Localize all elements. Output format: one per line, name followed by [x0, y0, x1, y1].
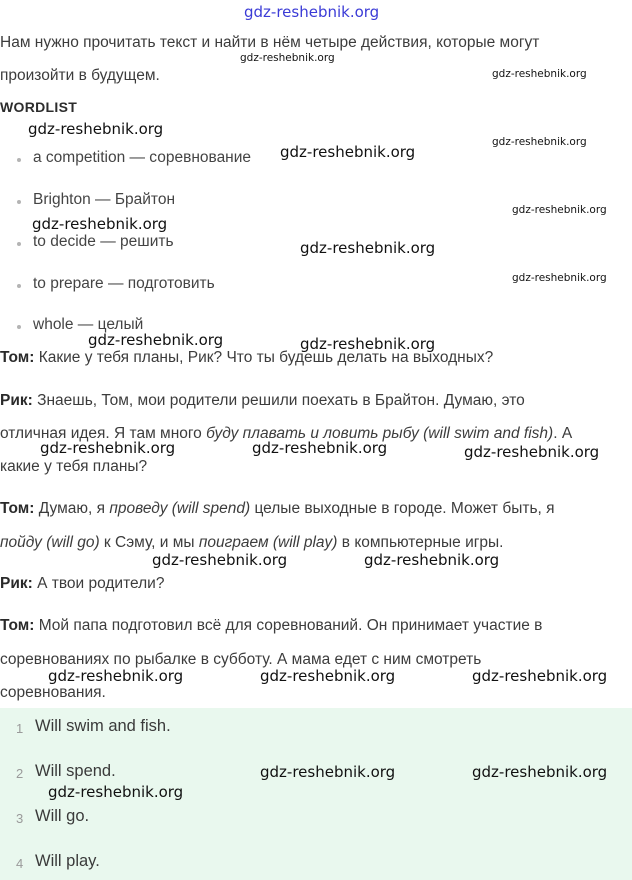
- watermark: gdz-reshebnik.org: [88, 331, 224, 349]
- answer-number: 2: [16, 766, 24, 781]
- watermark: gdz-reshebnik.org: [252, 439, 388, 457]
- speaker-tom: Том:: [0, 617, 35, 634]
- bullet: [17, 284, 21, 288]
- wordlist-item: whole — целый: [33, 316, 144, 333]
- watermark: gdz-reshebnik.org: [240, 52, 335, 64]
- answer-number: 1: [16, 721, 24, 736]
- bullet: [17, 242, 21, 246]
- dialogue-line: какие у тебя планы?: [0, 458, 148, 475]
- watermark: gdz-reshebnik.org: [40, 439, 176, 457]
- watermark: gdz-reshebnik.org: [472, 667, 608, 685]
- watermark: gdz-reshebnik.org: [464, 443, 600, 461]
- dialogue-line: Рик: Знаешь, Том, мои родители решили поехать в Брайтон. Думаю, это: [0, 392, 525, 409]
- future-action: проведу (will spend): [109, 500, 251, 517]
- dialogue-line: соревнования.: [0, 684, 106, 701]
- watermark: gdz-reshebnik.org: [48, 667, 184, 685]
- watermark: gdz-reshebnik.org: [472, 763, 608, 781]
- watermark: gdz-reshebnik.org: [28, 120, 164, 138]
- dialogue-line: Том: Какие у тебя планы, Рик? Что ты будешь делать на выходных?: [0, 349, 494, 366]
- wordlist-item: to prepare — подготовить: [33, 275, 215, 292]
- answer-number: 3: [16, 811, 24, 826]
- speaker-rick: Рик:: [0, 392, 33, 409]
- answer-number: 4: [16, 856, 24, 871]
- watermark: gdz-reshebnik.org: [512, 204, 607, 216]
- dialogue-line: Том: Думаю, я проведу (will spend) целые выходные в городе. Может быть, я: [0, 500, 555, 517]
- bullet: [17, 158, 21, 162]
- future-action: пойду (will go): [0, 534, 100, 551]
- wordlist-heading: WORDLIST: [0, 99, 78, 115]
- wordlist-item: to decide — решить: [33, 233, 174, 250]
- watermark: gdz-reshebnik.org: [300, 335, 436, 353]
- dialogue-line: соревнованиях по рыбалке в субботу. А мама едет с ним смотреть: [0, 651, 482, 668]
- dialogue-line: отличная идея. Я там много буду плавать и ловить рыбу (will swim and fish). А: [0, 425, 573, 442]
- watermark: gdz-reshebnik.org: [492, 68, 587, 80]
- watermark: gdz-reshebnik.org: [280, 143, 416, 161]
- watermark-top: gdz-reshebnik.org: [244, 3, 380, 21]
- speaker-rick: Рик:: [0, 575, 33, 592]
- speaker-tom: Том:: [0, 349, 35, 366]
- watermark: gdz-reshebnik.org: [512, 272, 607, 284]
- answer-text: Will swim and fish.: [35, 717, 171, 735]
- bullet: [17, 200, 21, 204]
- intro-line-1: Нам нужно прочитать текст и найти в нём четыре действия, которые могут: [0, 34, 540, 51]
- speaker-tom: Том:: [0, 500, 35, 517]
- watermark: gdz-reshebnik.org: [492, 136, 587, 148]
- wordlist-item: a competition — соревнование: [33, 149, 252, 166]
- watermark: gdz-reshebnik.org: [300, 239, 436, 257]
- dialogue-line: пойду (will go) к Сэму, и мы поиграем (will play) в компьютерные игры.: [0, 534, 504, 551]
- future-action: буду плавать и ловить рыбу (will swim and fish): [206, 425, 554, 442]
- bullet: [17, 325, 21, 329]
- watermark: gdz-reshebnik.org: [152, 551, 288, 569]
- intro-line-2: произойти в будущем.: [0, 67, 160, 84]
- watermark: gdz-reshebnik.org: [48, 783, 184, 801]
- future-action: поиграем (will play): [198, 534, 338, 551]
- watermark: gdz-reshebnik.org: [260, 667, 396, 685]
- answer-text: Will play.: [35, 852, 100, 870]
- answer-text: Will spend.: [35, 762, 116, 780]
- watermark: gdz-reshebnik.org: [260, 763, 396, 781]
- watermark: gdz-reshebnik.org: [364, 551, 500, 569]
- wordlist-item: Brighton — Брайтон: [33, 191, 176, 208]
- dialogue-line: Том: Мой папа подготовил всё для соревнований. Он принимает участие в: [0, 617, 543, 634]
- answer-text: Will go.: [35, 807, 90, 825]
- dialogue-line: Рик: А твои родители?: [0, 575, 165, 592]
- watermark: gdz-reshebnik.org: [32, 215, 168, 233]
